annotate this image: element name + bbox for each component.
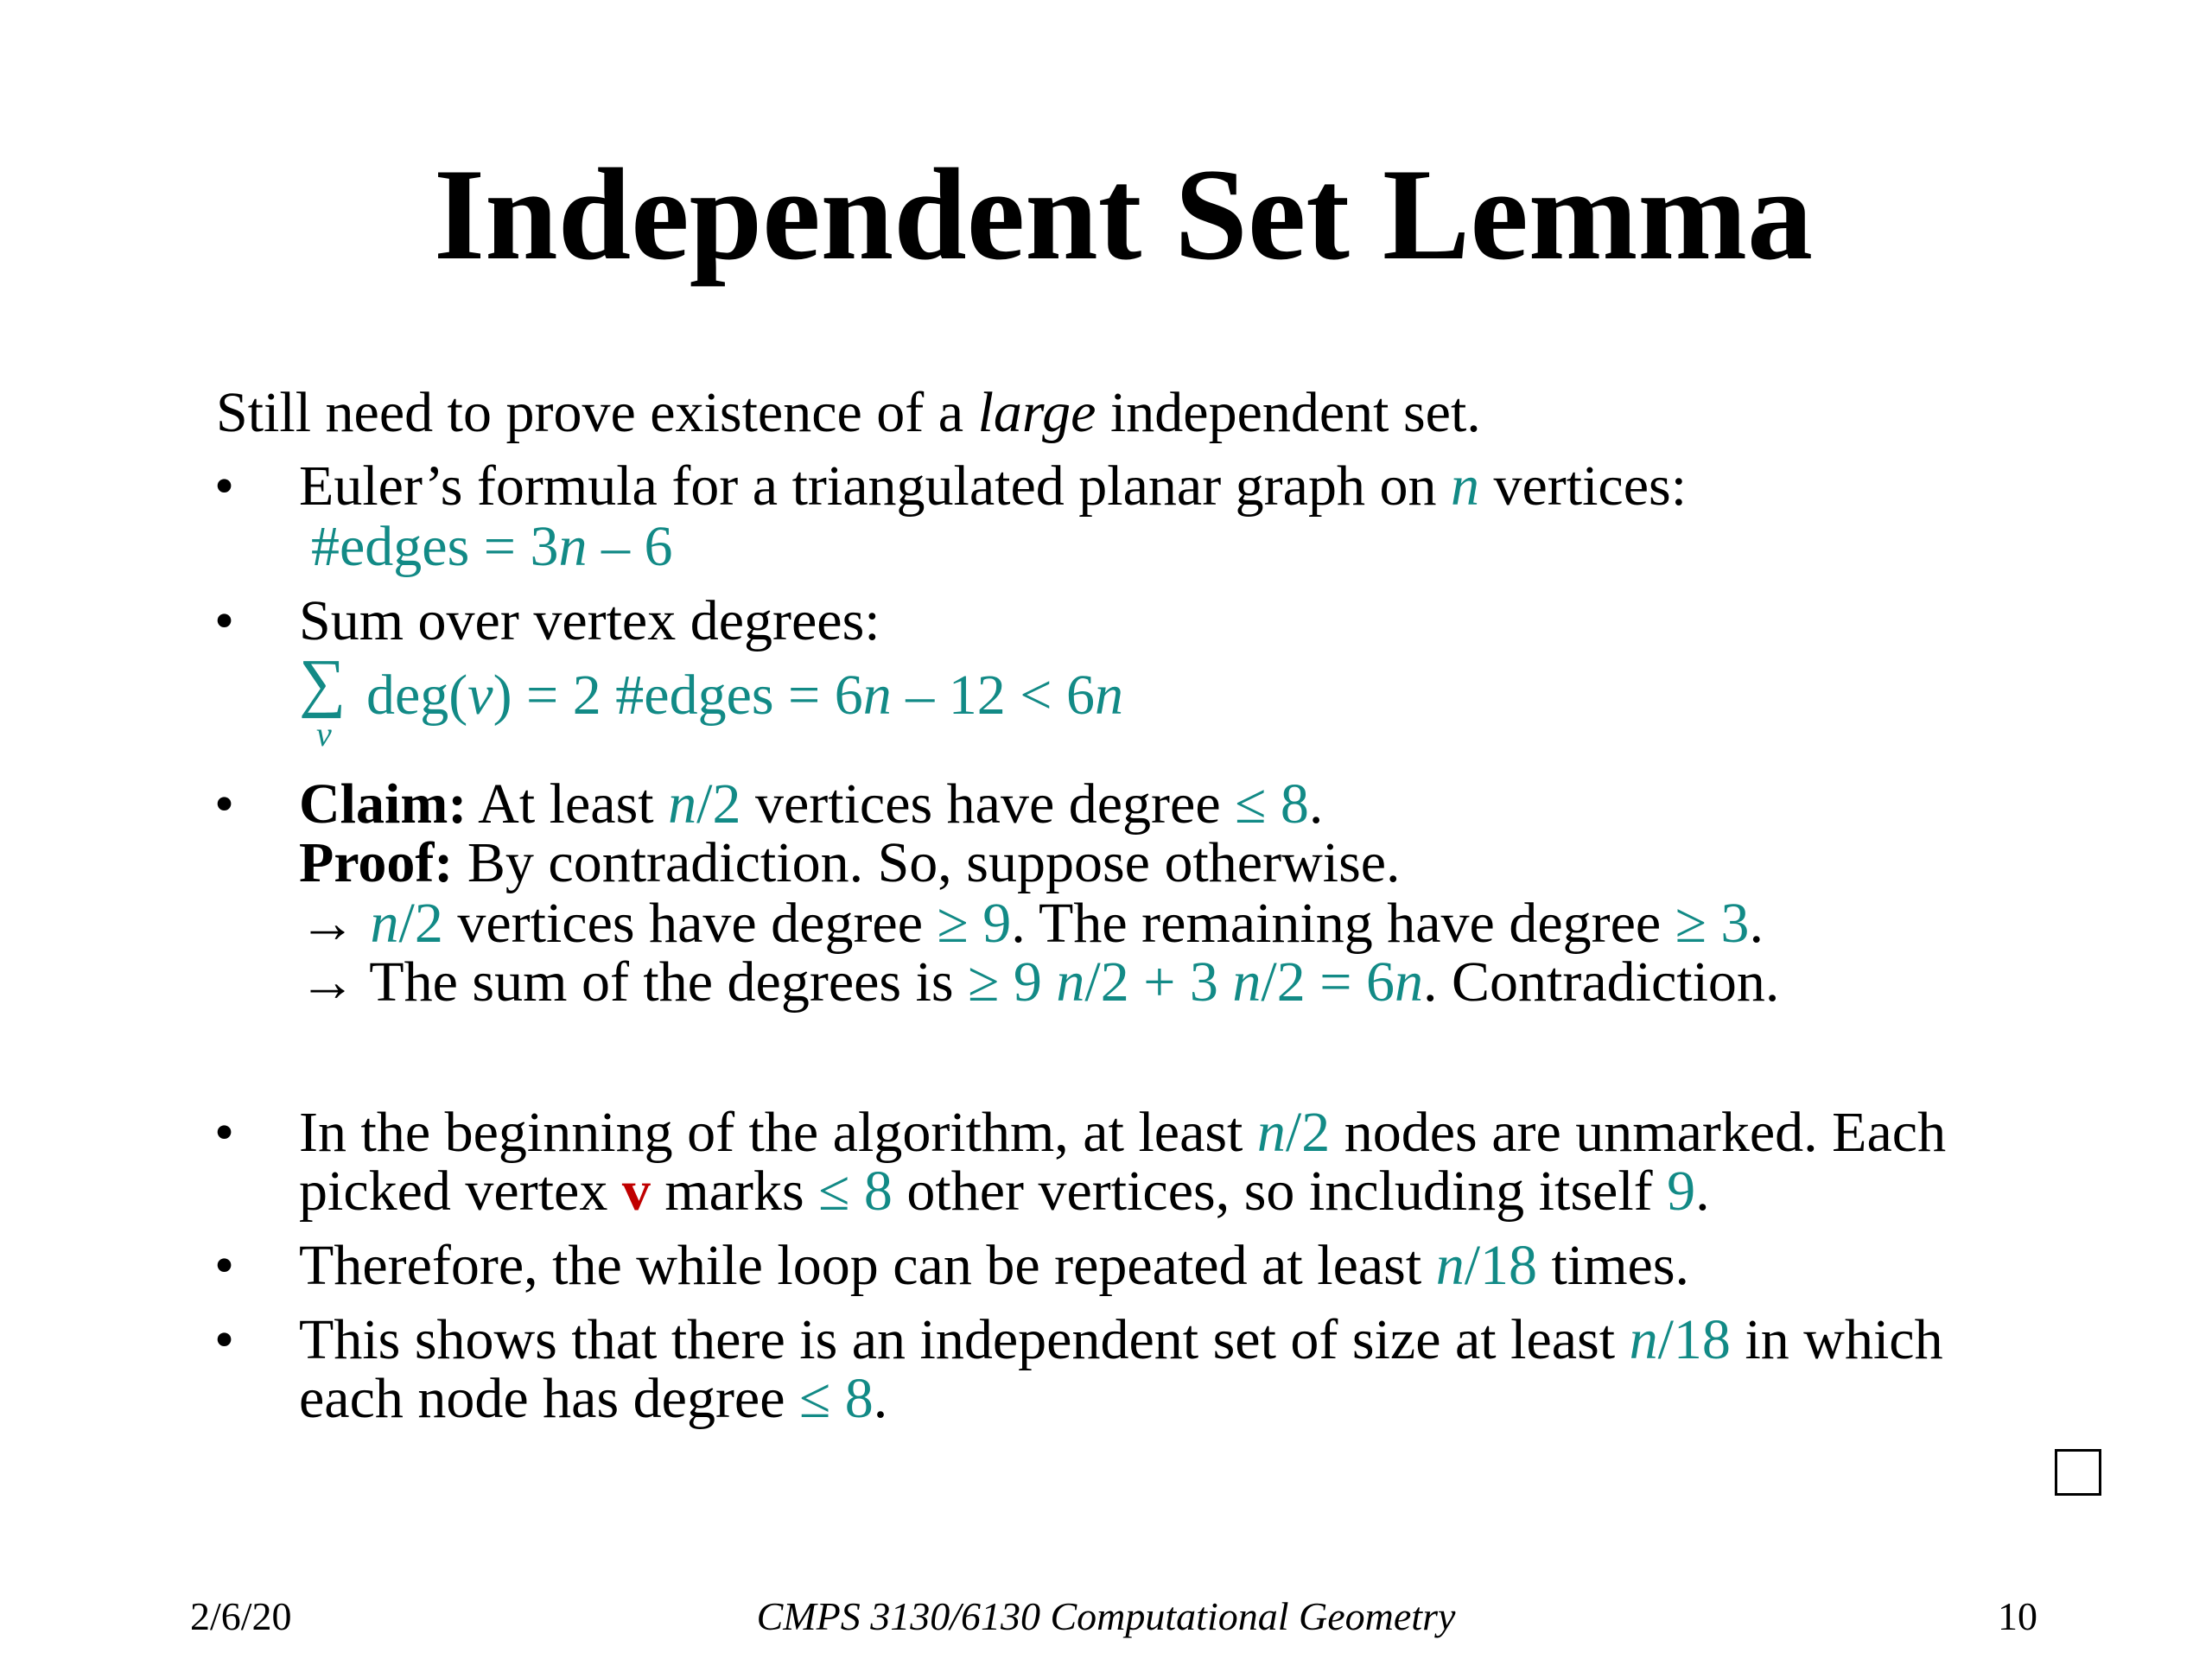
period: . — [1749, 892, 1764, 955]
vertex-v-highlight: v — [621, 1160, 651, 1223]
footer-course: CMPS 3130/6130 Computational Geometry — [756, 1594, 1456, 1638]
degree-bound: ≤ 8 — [818, 1160, 893, 1223]
text: in which — [1730, 1308, 1943, 1371]
period: . — [873, 1367, 888, 1430]
formula-part: deg( — [366, 664, 468, 727]
euler-text: Euler’s formula for a triangulated planar graph on — [299, 454, 1451, 518]
qed-square-icon — [2055, 1449, 2101, 1496]
fraction-part: /2 — [696, 772, 741, 836]
text: picked vertex — [299, 1160, 622, 1223]
degree-bound: ≥ 9 — [937, 892, 1012, 955]
sum-part: /2 = 6 — [1261, 950, 1395, 1014]
text: times. — [1537, 1234, 1690, 1297]
sigma-subscript: v — [316, 715, 332, 753]
edges-formula-b: – 6 — [587, 515, 673, 578]
edges-formula-a: #edges = 3 — [311, 515, 559, 578]
degree-bound: ≥ 3 — [1675, 892, 1750, 955]
proof-label: Proof: — [299, 831, 454, 894]
var-n: n — [1394, 950, 1423, 1014]
var-n: n — [370, 892, 399, 955]
sigma-symbol: ∑ — [299, 646, 346, 719]
bullet-4-marker: • — [214, 1101, 235, 1164]
period: . — [1695, 1160, 1710, 1223]
text: nodes are unmarked. Each — [1330, 1101, 1947, 1164]
text: other vertices, so including itself — [892, 1160, 1668, 1223]
var-v: v — [467, 664, 493, 727]
formula-part: – 12 < 6 — [891, 664, 1096, 727]
proof-line — [299, 831, 1401, 894]
bullet-2-marker: • — [214, 589, 235, 652]
var-n: n — [558, 515, 588, 578]
bullet-2-line-1: Sum over vertex degrees: — [299, 589, 880, 652]
bullet-5-marker: • — [214, 1234, 235, 1297]
arrow-icon: → — [299, 892, 371, 955]
proof-text: By contradiction. So, suppose otherwise. — [453, 831, 1401, 894]
footer-date: 2/6/20 — [190, 1594, 292, 1638]
period: . — [1308, 772, 1324, 836]
bullet-1-line-1 — [299, 454, 1688, 518]
footer-page-number: 10 — [1998, 1594, 2037, 1638]
proof-step-1 — [299, 892, 1764, 955]
arrow-icon: → — [299, 950, 356, 1014]
step-text: The sum of the degrees is — [356, 950, 969, 1014]
intro-text-pre: Still need to prove existence of a — [216, 381, 978, 444]
bullet-1-formula — [311, 515, 673, 578]
claim-text: vertices have degree — [741, 772, 1236, 836]
bullet-5-line — [299, 1234, 1690, 1297]
bullet-3-marker: • — [214, 772, 235, 836]
bullet-6-marker: • — [214, 1308, 235, 1371]
text: This shows that there is an independent set of size at least — [299, 1308, 1630, 1371]
text: Therefore, the while loop can be repeated at least — [299, 1234, 1436, 1297]
bullet-4-line-1 — [299, 1101, 1947, 1164]
sum-sigma-block — [299, 646, 351, 753]
fraction-part: /18 — [1657, 1308, 1731, 1371]
degree-bound: ≤ 8 — [799, 1367, 874, 1430]
fraction-part: /18 — [1464, 1234, 1538, 1297]
degree-bound: ≤ 8 — [1235, 772, 1309, 836]
step-text: vertices have degree — [442, 892, 938, 955]
claim-label: Claim: — [299, 772, 467, 836]
bullet-6-line-1 — [299, 1308, 1943, 1371]
fraction-part: /2 — [1285, 1101, 1331, 1164]
var-n: n — [1256, 1101, 1286, 1164]
step-text: . Contradiction. — [1422, 950, 1780, 1014]
sum-part: /2 + 3 — [1084, 950, 1233, 1014]
fraction-part: /2 — [398, 892, 443, 955]
text: In the beginning of the algorithm, at least — [299, 1101, 1257, 1164]
step-text: . The remaining have degree — [1011, 892, 1675, 955]
bullet-6-line-2 — [299, 1367, 888, 1430]
slide-title: Independent Set Lemma — [433, 142, 1814, 287]
bullet-4-line-2 — [299, 1160, 1710, 1223]
sum-part: ≥ 9 — [968, 950, 1057, 1014]
intro-text-post: independent set. — [1096, 381, 1481, 444]
intro-line — [216, 381, 1481, 444]
proof-step-2 — [299, 950, 1780, 1014]
euler-text-end: vertices: — [1478, 454, 1688, 518]
var-n: n — [1095, 664, 1124, 727]
var-n: n — [1232, 950, 1262, 1014]
text: marks — [650, 1160, 819, 1223]
var-n: n — [1435, 1234, 1465, 1297]
var-n: n — [1629, 1308, 1658, 1371]
count-nine: 9 — [1667, 1160, 1696, 1223]
claim-line — [299, 772, 1324, 836]
var-n: n — [668, 772, 697, 836]
var-n: n — [1450, 454, 1479, 518]
formula-part: ) = 2 #edges = 6 — [493, 664, 863, 727]
claim-text: At least — [467, 772, 669, 836]
var-n: n — [862, 664, 892, 727]
text: each node has degree — [299, 1367, 800, 1430]
degree-sum-formula — [366, 664, 1124, 727]
var-n: n — [1056, 950, 1085, 1014]
intro-emphasis: large — [977, 381, 1096, 444]
bullet-1-marker: • — [214, 454, 235, 518]
